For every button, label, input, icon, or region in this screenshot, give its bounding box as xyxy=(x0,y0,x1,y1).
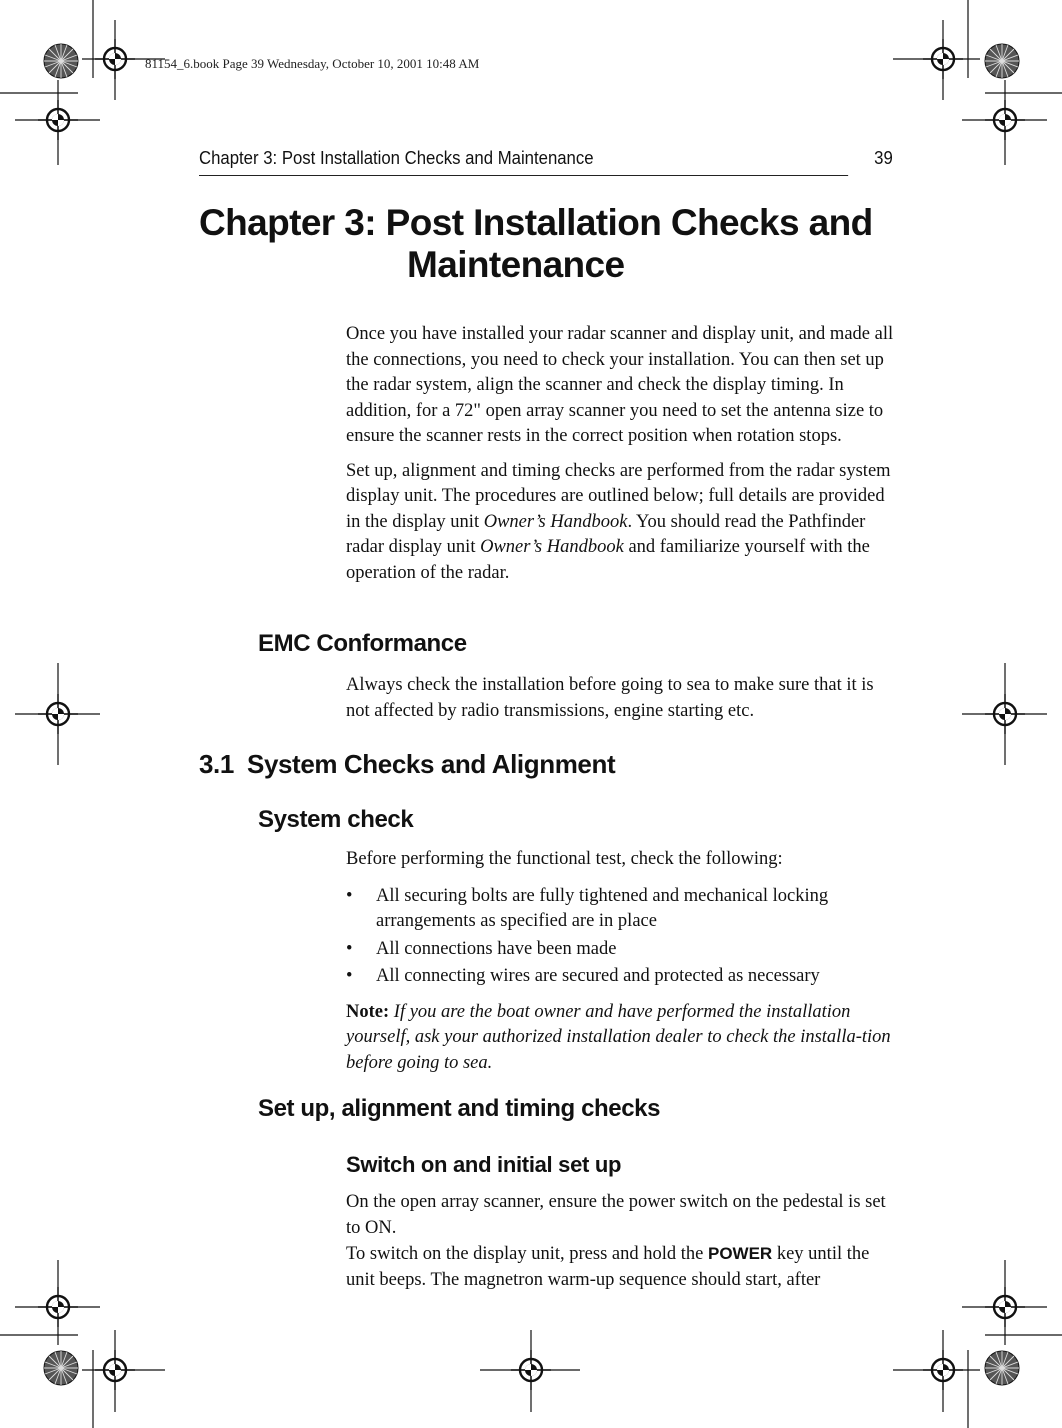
section-title: System Checks and Alignment xyxy=(247,749,616,779)
registration-mark xyxy=(923,39,963,79)
registration-mark xyxy=(38,694,78,734)
note-label: Note: xyxy=(346,1001,390,1022)
system-check-text xyxy=(346,847,898,1076)
system-check-heading: System check xyxy=(258,806,414,833)
registration-mark xyxy=(38,1287,78,1327)
section-heading xyxy=(199,749,615,780)
star-target-top-left xyxy=(44,44,78,78)
intro-paragraph-2: Set up, alignment and timing checks are performed from the radar system display unit. The procedures are outlined below; full details are provided in the display unit Owner’s Handbook. You should read the Pathfinder radar display unit Owner’s Handbook and familiarize yourself with the operation of the radar. xyxy=(346,460,891,583)
print-slug: 81154_6.book Page 39 Wednesday, October 10, 2001 10:48 AM xyxy=(145,56,480,71)
handbook-title: Owner’s Handbook xyxy=(483,511,628,532)
list-item: • All connections have been made xyxy=(346,938,617,959)
intro-text xyxy=(346,322,898,586)
power-key-label: POWER xyxy=(707,1244,773,1263)
list-item: • All securing bolts are fully tightened and mechanical locking arrangements as specified are in place xyxy=(346,885,829,931)
registration-mark xyxy=(511,1350,551,1390)
handbook-title: Owner’s Handbook xyxy=(480,537,624,557)
chapter-title-line2: Maintenance xyxy=(407,244,625,285)
switch-on-text xyxy=(346,1190,898,1293)
note xyxy=(346,1000,898,1077)
running-head xyxy=(199,148,893,176)
star-target-bottom-left xyxy=(44,1351,78,1385)
registration-mark xyxy=(38,100,78,140)
system-check-intro: Before performing the functional test, check the following: xyxy=(346,849,783,869)
list-item: • All connecting wires are secured and protected as necessary xyxy=(346,966,820,986)
running-head-title: Chapter 3: Post Installation Checks and Maintenance xyxy=(199,148,594,168)
registration-mark xyxy=(985,694,1025,734)
checklist xyxy=(346,884,898,990)
section-number: 3.1 xyxy=(199,749,234,779)
chapter-title-line1: Chapter 3: Post Installation Checks and xyxy=(199,202,873,243)
star-target-top-right xyxy=(985,44,1019,78)
intro-paragraph-1: Once you have installed your radar scanner and display unit, and made all the connections, you need to check your installation. You can then set up the radar system, align the scanner and check the display timing. In addition, for a 72" open array scanner you need to set the antenna size to ensure the scanner rests in the correct position when rotation stops. xyxy=(346,324,894,446)
switch-on-heading: Switch on and initial set up xyxy=(346,1152,622,1177)
switch-on-paragraph-1: On the open array scanner, ensure the power switch on the pedestal is set to ON. xyxy=(346,1192,886,1238)
emc-heading: EMC Conformance xyxy=(258,630,467,657)
note-text: If you are the boat owner and have performed the installation yourself, ask your authorized installation dealer to check the installa-tion before going to sea. xyxy=(346,1001,891,1073)
star-target-bottom-right xyxy=(985,1351,1019,1385)
registration-mark xyxy=(95,39,135,79)
registration-mark xyxy=(923,1350,963,1390)
emc-text: Always check the installation before going to sea to make sure that it is not affected by radio transmissions, engine starting etc. xyxy=(346,675,874,721)
switch-on-paragraph-2: To switch on the display unit, press and hold the POWER key until the unit beeps. The magnetron warm-up sequence should start, after xyxy=(346,1244,870,1290)
registration-mark xyxy=(985,1287,1025,1327)
page-number: 39 xyxy=(874,148,893,168)
chapter-title xyxy=(199,202,899,286)
setup-checks-heading: Set up, alignment and timing checks xyxy=(258,1095,661,1122)
registration-mark xyxy=(95,1350,135,1390)
registration-mark xyxy=(985,100,1025,140)
